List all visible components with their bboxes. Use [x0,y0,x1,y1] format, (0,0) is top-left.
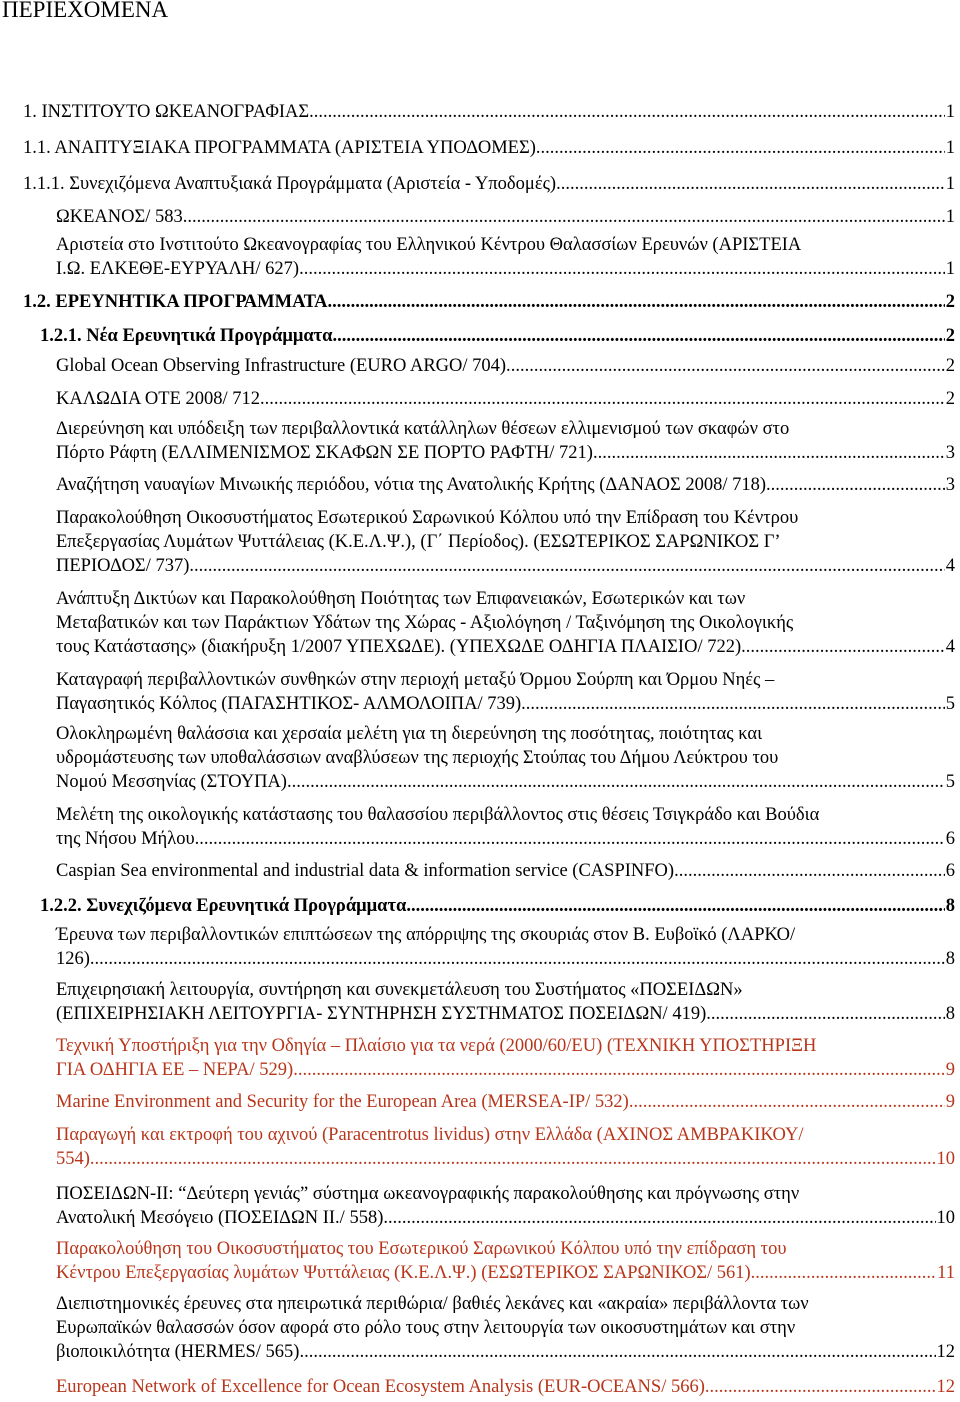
toc-entry-text: Πόρτο Ράφτη (ΕΛΛΙΜΕΝΙΣΜΟΣ ΣΚΑΦΩΝ ΣΕ ΠΟΡΤΟ ΡΑΦΤΗ/ 721). [56,443,598,463]
toc-entry-text: Marine Environment and Security for the European Area (MERSEA-IP/ 532). [56,1092,634,1112]
dot-leader [674,859,945,883]
toc-entry-text: Ολοκληρωμένη θαλάσσια και χερσαία μελέτη για τη διερεύνηση της ποσότητας, ποιότητας και [56,724,763,744]
toc-entry[interactable] [56,978,955,1026]
toc-page-number: 5 [945,694,955,714]
toc-entry-text: (ΕΠΙΧΕΙΡΗΣΙΑΚΗ ΛΕΙΤΟΥΡΓΙΑ- ΣΥΝΤΗΡΗΣΗ ΣΥΣΤΗΜΑΤΟΣ ΠΟΣΕΙΔΩΝ/ 419). [56,1004,711,1024]
toc-page-number: 9 [945,1092,955,1112]
toc-entry[interactable] [23,290,955,314]
toc-entry[interactable] [56,1182,955,1230]
dot-leader [746,635,945,659]
dot-leader [309,100,945,124]
dot-leader [95,947,945,971]
dot-leader [194,554,945,578]
toc-entry[interactable] [56,587,955,659]
toc-entry-text: ΓΙΑ ΟΔΗΓΙΑ ΕΕ – ΝΕΡΑ/ 529). [56,1060,298,1080]
toc-page-number: 5 [945,772,955,792]
toc-entry[interactable] [56,1292,955,1364]
toc-page-number: 1 [945,207,955,227]
toc-entry-text: βιοποικιλότητα (HERMES/ 565). [56,1342,305,1362]
toc-page-number: 8 [945,1004,955,1024]
toc-entry[interactable] [56,1237,955,1285]
toc-page-number: 2 [945,389,955,409]
toc-entry[interactable] [56,506,955,578]
toc-entry-text: Μεταβατικών και των Παράκτιων Υδάτων της Χώρας - Αξιολόγηση / Ταξινόμηση της Οικολογικής [56,613,794,633]
toc-entry-text: ΠΕΡΙΟΔΟΣ/ 737). [56,556,195,576]
toc-page-number: 2 [945,326,955,346]
toc-entry[interactable] [23,100,955,124]
toc-entry[interactable] [56,417,955,465]
toc-page-number: 11 [937,1263,955,1283]
toc-page-number: 12 [936,1342,955,1362]
toc-entry[interactable] [56,473,955,497]
dot-leader [536,136,945,160]
toc-page-number: 10 [936,1149,955,1169]
dot-leader [195,827,945,851]
dot-leader [766,473,945,497]
dot-leader [755,1261,936,1285]
toc-entry-text: Τεχνική Υποστήριξη για την Οδηγία – Πλαίσιο για τα νερά (2000/60/EU) (ΤΕΧΝΙΚΗ ΥΠΟΣΤΗΡΙΞΗ [56,1036,817,1056]
dot-leader [260,387,945,411]
toc-entry[interactable] [23,136,955,160]
toc-entry-text: Διεπιστημονικές έρευνες στα ηπειρωτικά περιθώρια/ βαθιές λεκάνες και «ακραία» περιβάλλοντα των [56,1294,809,1314]
toc-entry-text: Αριστεία στο Ινστιτούτο Ωκεανογραφίας του Ελληνικού Κέντρου Θαλασσίων Ερευνών (ΑΡΙΣΤΕΙΑ [56,235,802,255]
toc-entry[interactable] [40,894,955,918]
toc-page-number: 12 [936,1377,955,1397]
toc-entry-text: Παραγωγή και εκτροφή του αχινού (Paracentrotus lividus) στην Ελλάδα (ΑΧΙΝΟΣ ΑΜΒΡΑΚΙΚΟΥ/ [56,1125,804,1145]
toc-entry[interactable] [56,233,955,281]
dot-leader [187,205,944,229]
toc-entry-text: 1. ΙΝΣΤΙΤΟΥΤΟ ΩΚΕΑΝΟΓΡΑΦΙΑΣ [23,102,310,122]
dot-leader [304,257,945,281]
toc-page-number: 1 [945,138,955,158]
toc-entry-text: Μελέτη της οικολογικής κατάστασης του θαλασσίου περιβάλλοντος στις θέσεις Τσιγκράδο και Βούδια [56,805,820,825]
toc-entry[interactable] [56,803,955,851]
toc-entry[interactable] [56,354,955,378]
dot-leader [710,1375,936,1399]
toc-page-number: 3 [945,475,955,495]
toc-entry-text: Παρακολούθηση Οικοσυστήματος Εσωτερικού Σαρωνικού Κόλπου υπό την Επίδραση του Κέντρου [56,508,799,528]
dot-leader [298,1058,945,1082]
toc-entry-text: 1.2.2. Συνεχιζόμενα Ερευνητικά Προγράμματα [40,896,407,916]
toc-entry-text: Ανάπτυξη Δικτύων και Παρακολούθηση Ποιότητας των Επιφανειακών, Εσωτερικών και των [56,589,746,609]
toc-page-number: 3 [945,443,955,463]
toc-entry-text: Ευρωπαϊκών θαλασσών όσον αφορά στο ρόλο τους στην λειτουργία των οικοσυστημάτων και στην [56,1318,796,1338]
toc-entry[interactable] [56,668,955,716]
toc-entry-text: Επεξεργασίας Λυμάτων Ψυττάλειας (Κ.Ε.Λ.Ψ.), (Γ΄ Περίοδος). (ΕΣΩΤΕΡΙΚΟΣ ΣΑΡΩΝΙΚΟΣ Γ’ [56,532,781,552]
toc-page-number: 1 [945,259,955,279]
toc-entry-text: ΠΟΣΕΙΔΩΝ-ΙΙ: “Δεύτερη γενιάς” σύστημα ωκεανογραφικής παρακολούθησης και πρόγνωσης στην [56,1184,800,1204]
dot-leader [388,1206,936,1230]
dot-leader [598,441,945,465]
page-title: ΠΕΡΙΕΧΟΜΕΝΑ [2,0,169,22]
dot-leader [633,1090,944,1114]
toc-page-number: 6 [945,861,955,881]
toc-entry-text: υδρομάστευσης των υποθαλάσσιων αναβλύσεων της περιοχής Στούπας του Δήμου Λεύκτρου του [56,748,779,768]
dot-leader [333,324,945,348]
toc-entry-text: ΩΚΕΑΝΟΣ/ 583. [56,207,188,227]
toc-entry-text: Έρευνα των περιβαλλοντικών επιπτώσεων της απόρριψης της σκουριάς στον Β. Ευβοϊκό (ΛΑΡΚΟ/ [56,925,796,945]
toc-entry-text: Global Ocean Observing Infrastructure (EURO ARGO/ 704). [56,356,511,376]
dot-leader [511,354,945,378]
dot-leader [304,1340,935,1364]
dot-leader [711,1002,945,1026]
toc-entry-text: Ανατολική Μεσόγειο (ΠΟΣΕΙΔΩΝ ΙΙ./ 558). [56,1208,388,1228]
toc-entry[interactable] [56,722,955,794]
toc-entry-text: Παρακολούθηση του Οικοσυστήματος του Εσωτερικού Σαρωνικού Κόλπου υπό την επίδραση του [56,1239,787,1259]
toc-entry-text: Caspian Sea environmental and industrial data & information service (CASPINFO) [56,861,675,881]
toc-page-number: 8 [945,896,955,916]
toc-entry[interactable] [56,387,955,411]
toc-page-number: 6 [945,829,955,849]
toc-entry-text: 1.1.1. Συνεχιζόμενα Αναπτυξιακά Προγράμματα (Αριστεία - Υποδομές) [23,174,557,194]
toc-page-number: 1 [945,174,955,194]
toc-entry-text: 126). [56,949,95,969]
toc-entry-text: Νομού Μεσσηνίας (ΣΤΟΥΠΑ). [56,772,292,792]
toc-page-number: 4 [945,637,955,657]
toc-entry[interactable] [56,859,955,883]
toc-entry-text: της Νήσου Μήλου [56,829,195,849]
toc-entry-text: European Network of Excellence for Ocean Ecosystem Analysis (EUR-OCEANS/ 566). [56,1377,710,1397]
toc-entry[interactable] [56,1123,955,1171]
toc-page-number: 2 [945,292,955,312]
toc-entry-text: Καταγραφή περιβαλλοντικών συνθηκών στην περιοχή μεταξύ Όρμου Σούρπη και Όρμου Νηές – [56,670,775,690]
toc-entry-text: τους Κατάστασης» (διακήρυξη 1/2007 ΥΠΕΧΩΔΕ). (ΥΠΕΧΩΔΕ ΟΔΗΓΙΑ ΠΛΑΙΣΙΟ/ 722). [56,637,746,657]
toc-entry[interactable] [56,1034,955,1082]
toc-entry[interactable] [56,923,955,971]
toc-page-number: 1 [945,102,955,122]
toc-entry[interactable] [40,324,955,348]
toc-entry-text: 1.2.1. Νέα Ερευνητικά Προγράμματα [40,326,333,346]
dot-leader [95,1147,936,1171]
toc-entry-text: Κέντρου Επεξεργασίας λυμάτων Ψυττάλειας (Κ.Ε.Λ.Ψ.) (ΕΣΩΤΕΡΙΚΟΣ ΣΑΡΩΝΙΚΟΣ/ 561). [56,1263,756,1283]
toc-entry[interactable] [56,205,955,229]
toc-page-number: 10 [936,1208,955,1228]
toc-page-number: 2 [945,356,955,376]
dot-leader [556,172,945,196]
toc-entry-text: ΚΑΛΩΔΙΑ ΟΤΕ 2008/ 712 [56,389,261,409]
dot-leader [292,770,945,794]
toc-entry-text: Παγασητικός Κόλπος (ΠΑΓΑΣΗΤΙΚΟΣ- ΑΛΜΟΛΟΙΠΑ/ 739). [56,694,526,714]
toc-entry-text: Ι.Ω. ΕΛΚΕΘΕ-ΕΥΡΥΑΛΗ/ 627). [56,259,304,279]
toc-entry[interactable] [23,172,955,196]
toc-entry[interactable] [56,1375,955,1399]
toc-page-number: 4 [945,556,955,576]
toc-entry[interactable] [56,1090,955,1114]
toc-entry-text: Διερεύνηση και υπόδειξη των περιβαλλοντικά κατάλληλων θέσεων ελλιμενισμού των σκαφών στο [56,419,790,439]
dot-leader [328,290,945,314]
toc-page-number: 8 [945,949,955,969]
toc-entry-text: Αναζήτηση ναυαγίων Μινωικής περιόδου, νότια της Ανατολικής Κρήτης (ΔΑΝΑΟΣ 2008/ 718) [56,475,767,495]
dot-leader [406,894,944,918]
dot-leader [526,692,945,716]
toc-entry-text: 1.2. ΕΡΕΥΝΗΤΙΚΑ ΠΡΟΓΡΑΜΜΑΤΑ [23,292,328,312]
toc-entry-text: Επιχειρησιακή λειτουργία, συντήρηση και συνεκμετάλευση του Συστήματος «ΠΟΣΕΙΔΩΝ» [56,980,743,1000]
toc-entry-text: 554). [56,1149,95,1169]
toc-entry-text: 1.1. ΑΝΑΠΤΥΞΙΑΚΑ ΠΡΟΓΡΑΜΜΑΤΑ (ΑΡΙΣΤΕΙΑ ΥΠΟΔΟΜΕΣ) [23,138,536,158]
toc-page-number: 9 [945,1060,955,1080]
